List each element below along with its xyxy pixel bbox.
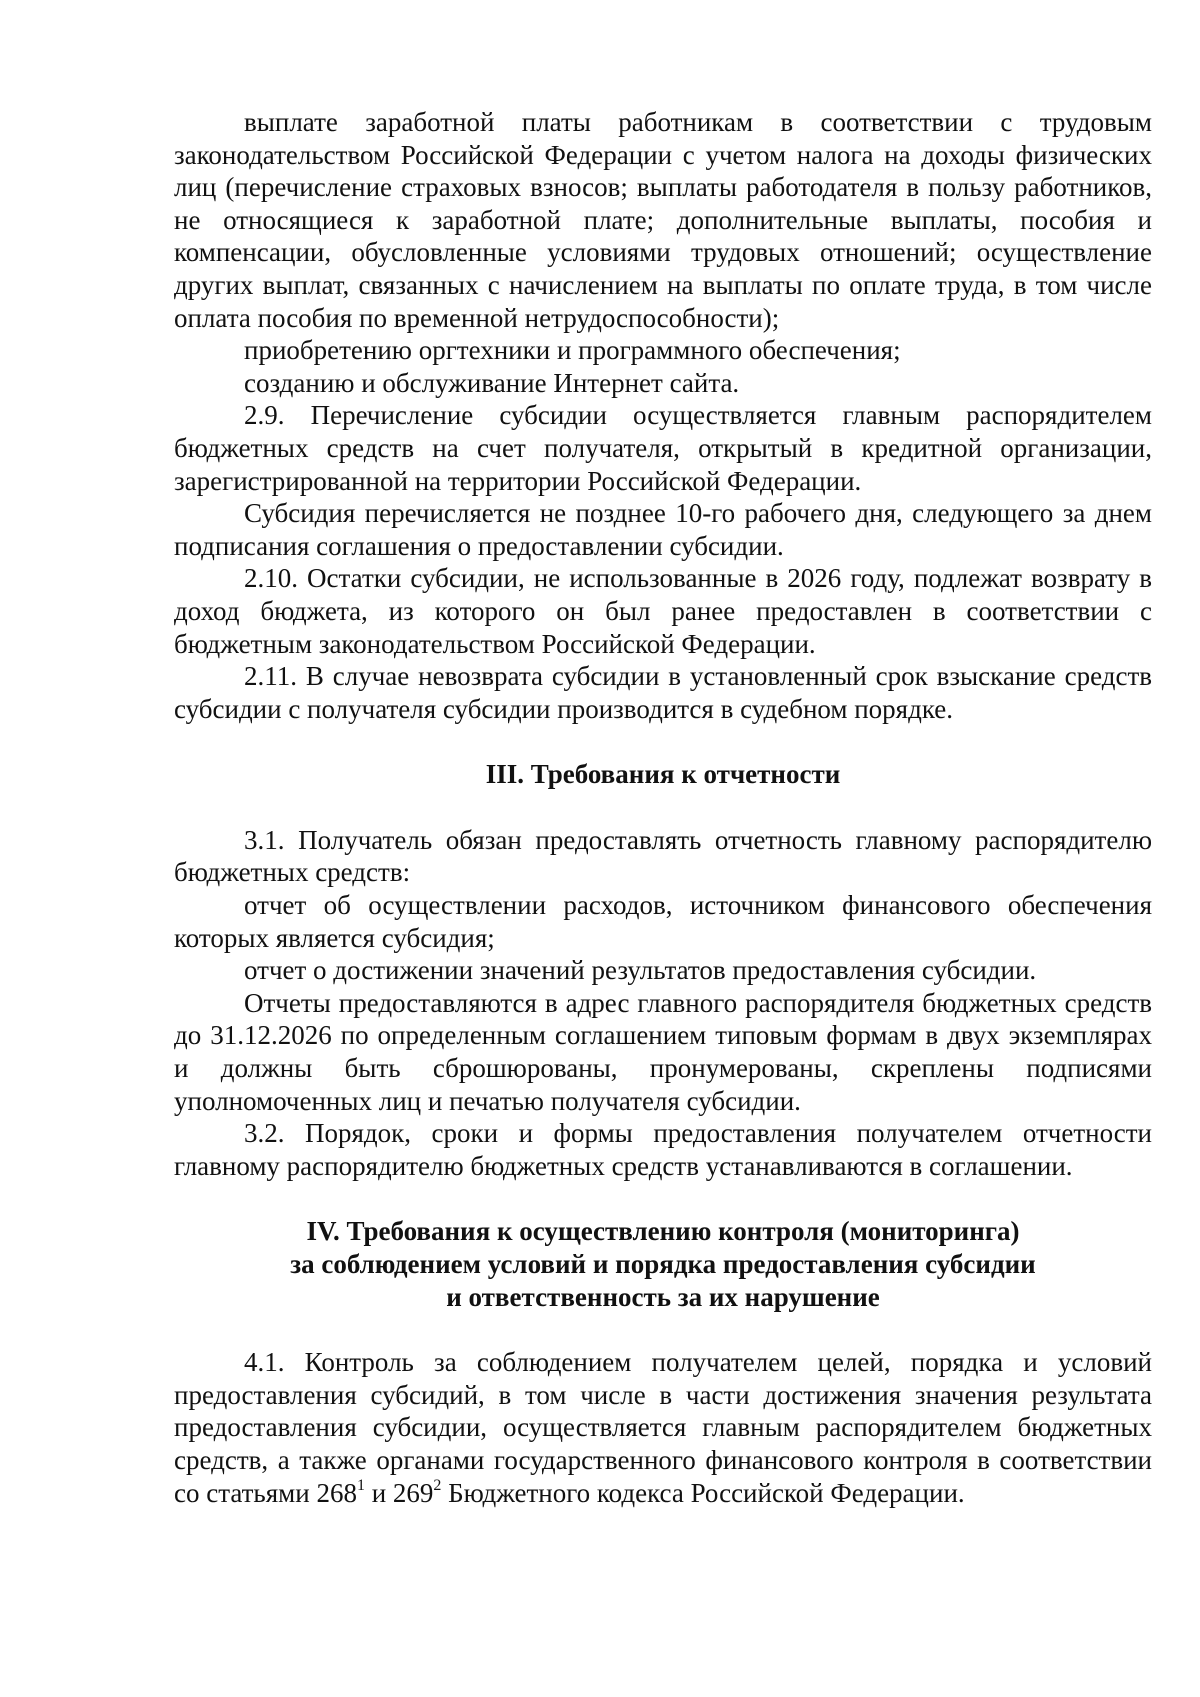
paragraph-reports-submission: Отчеты предоставляются в адрес главного распорядителя бюджетных средств до 31.12.2026 по определенным соглашением типовым формам в двух экземплярах и должны быть сброшюрованы, пронумерованы, скреплены подписями уполномоченных лиц и печатью получателя субсидии. <box>174 987 1152 1116</box>
paragraph-2-10: 2.10. Остатки субсидии, не использованные в 2026 году, подлежат возврату в доход бюджета, из которого он был ранее предоставлен в соответствии с бюджетным законодательством Российской Федерации. <box>174 563 1152 659</box>
section-4-heading-line-1: IV. Требования к осуществлению контроля (мониторинга) <box>306 1216 1020 1247</box>
paragraph-wage-payments: выплате заработной платы работникам в соответствии с трудовым законодательством Российской Федерации с учетом налога на доходы физических лиц (перечисление страховых взносов; выплаты работодателя в пользу работников, не относящиеся к заработной плате; дополнительные выплаты, пособия и компенсации, обусловленные условиями трудовых отношений; осуществление других выплат, связанных с начислением на выплаты по оплате труда, в том числе оплата пособия по временной нетрудоспособности); <box>174 107 1152 333</box>
paragraph-4-1-text-b: и 269 <box>364 1477 434 1508</box>
paragraph-3-2: 3.2. Порядок, сроки и формы предоставления получателем отчетности главному распорядителю бюджетных средств устанавливаются в соглашении. <box>174 1118 1152 1181</box>
paragraph-4-1 <box>174 1346 1152 1509</box>
document-page <box>174 106 1152 1509</box>
section-4-heading-line-3: и ответственность за их нарушение <box>446 1281 880 1312</box>
paragraph-results-report: отчет о достижении значений результатов предоставления субсидии. <box>244 955 1037 986</box>
article-268-superscript: 1 <box>356 1476 365 1494</box>
paragraph-4-1-text-a: 4.1. Контроль за соблюдением получателем целей, порядка и условий предоставления субсидий, в том числе в части достижения значения результата предоставления субсидии, осуществляется главным распорядителем бюджетных средств, а также органами государственного финансового контроля в соответствии со статьями 268 <box>174 1347 1152 1508</box>
paragraph-4-1-text-c: Бюджетного кодекса Российской Федерации. <box>441 1477 965 1508</box>
section-4-heading-line-2: за соблюдением условий и порядка предоставления субсидии <box>290 1249 1036 1279</box>
paragraph-expense-report: отчет об осуществлении расходов, источником финансового обеспечения которых является субсидия; <box>174 890 1152 953</box>
article-269-superscript: 2 <box>433 1476 442 1494</box>
paragraph-subsidy-transfer: Субсидия перечисляется не позднее 10-го рабочего дня, следующего за днем подписания соглашения о предоставлении субсидии. <box>174 498 1152 561</box>
paragraph-office-equipment: приобретению оргтехники и программного обеспечения; <box>244 335 901 366</box>
section-4-heading-block <box>174 1215 1152 1313</box>
section-3-heading-block <box>174 758 1152 791</box>
paragraph-2-11: 2.11. В случае невозврата субсидии в установленный срок взыскание средств субсидии с получателя субсидии производится в судебном порядке. <box>174 661 1152 724</box>
paragraph-2-9: 2.9. Перечисление субсидии осуществляется главным распорядителем бюджетных средств на счет получателя, открытый в кредитной организации, зарегистрированной на территории Российской Федерации. <box>174 400 1152 496</box>
section-3-heading: III. Требования к отчетности <box>485 759 841 790</box>
paragraph-website: созданию и обслуживание Интернет сайта. <box>244 367 740 398</box>
paragraph-3-1: 3.1. Получатель обязан предоставлять отчетность главному распорядителю бюджетных средств: <box>174 824 1152 888</box>
